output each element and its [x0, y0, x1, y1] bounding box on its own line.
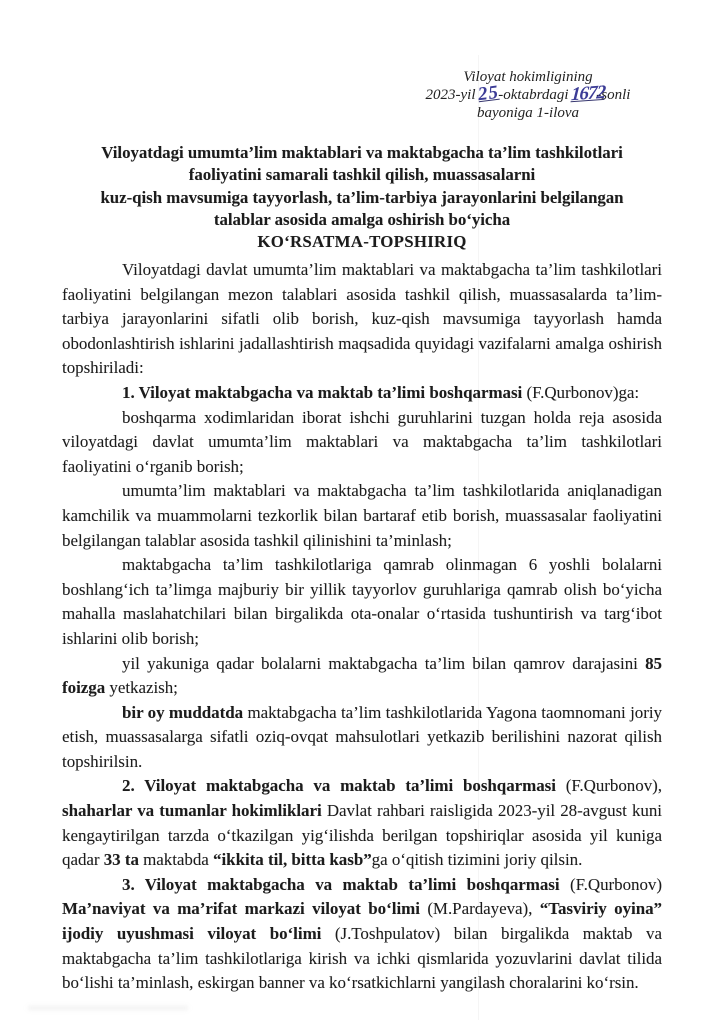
annex-line-2-printed-b: -oktabrdagi	[498, 87, 573, 103]
text-run: (F.Qurbonov)ga:	[526, 382, 640, 402]
text-run: Viloyatdagi davlat umumta’lim maktablari va maktabgacha ta’lim tashkilotlari faoliyatini belgilangan mezon talablari asosida tashkil qilish, muassasalarda ta’lim-tarbiya jarayonlarini sifatli olib borish, kuz-qish mavsumiga tayyorlash hamda obodonlashtirish ishlarini jadallashtirish maqsadida quyidagi vazifalarni amalga oshirish topshiriladi:	[62, 260, 662, 378]
scan-smudge	[28, 1006, 188, 1010]
text-run: (F.Qurbonov),	[565, 776, 662, 796]
paragraph	[62, 873, 662, 996]
annex-line-2-printed-a: 2023-yil	[425, 87, 480, 103]
paragraph	[62, 701, 662, 775]
paragraph	[62, 381, 662, 406]
title-line: talablar asosida amalga oshirish bo‘yicha	[213, 209, 511, 229]
text-run: yil yakuniga qadar bolalarni maktabgacha ta’lim bilan qamrov darajasini	[122, 653, 646, 673]
text-run: (M.Pardayeva),	[427, 899, 540, 919]
title-main-heading: KO‘RSATMA-TOPSHIRIQ	[257, 232, 467, 252]
handwritten-document-number: 1672	[570, 81, 607, 106]
text-run: Davlat rahbari raisligida 2023-yil 28-avgust kuni kengaytirilgan tarzda o‘tkazilgan yig‘ilishda berilgan topshiriqlar asosida yil kuniga qadar	[62, 801, 662, 870]
title-line: Viloyatdagi umumta’lim maktablari va maktabgacha ta’lim tashkilotlari	[101, 143, 623, 162]
bold-run: 33 ta	[103, 850, 144, 870]
document-body	[62, 258, 662, 996]
bold-run: 85 foizga	[62, 653, 662, 698]
paragraph	[62, 553, 662, 651]
bold-run: 1. Viloyat maktabgacha va maktab ta’limi boshqarmasi	[122, 382, 527, 402]
title-line: kuz-qish mavsumiga tayyorlash, ta’lim-tarbiya jarayonlarini belgilangan	[100, 187, 624, 207]
bold-run: shaharlar va tumanlar hokimliklari	[62, 801, 327, 821]
paragraph	[62, 479, 662, 553]
bold-run: 3. Viloyat maktabgacha va maktab ta’limi boshqarmasi	[122, 874, 570, 894]
annex-line-3: bayoniga 1-ilova	[476, 105, 580, 121]
text-run: maktabda	[143, 850, 214, 870]
annex-line-2	[378, 81, 678, 106]
paragraph	[62, 406, 662, 480]
bold-run: “ikkita til, bitta kasb”	[213, 850, 372, 870]
text-run: maktabgacha ta’lim tashkilotlarida Yagona taomnomani joriy etish, muassasalarga sifatli oziq-ovqat mahsulotlari yetkazib berilishini nazorat qilish topshirilsin.	[62, 702, 662, 771]
paragraph	[62, 258, 662, 381]
text-run: maktabgacha ta’lim tashkilotlariga qamrab olinmagan 6 yoshli bolalarni boshlang‘ich ta’limga majburiy bir yillik tayyorlov guruhlariga qamrab olish bo‘yicha mahalla maslahatchilari bilan birgalikda ota-onalar o‘rtasida tushuntirish va targ‘ibot ishlarini olib borish;	[62, 555, 662, 648]
bold-run: Ma’naviyat va ma’rifat markazi viloyat bo‘limi	[62, 899, 428, 919]
handwritten-day: 25	[477, 81, 501, 106]
bold-run: 2. Viloyat maktabgacha va maktab ta’limi boshqarmasi	[122, 776, 566, 796]
text-run: ga o‘qitish tizimini joriy qilsin.	[371, 850, 583, 870]
text-run: umumta’lim maktablari va maktabgacha ta’lim tashkilotlarida aniqlanadigan kamchilik va muammolarni tezkorlik bilan bartaraf etib borish, muassasalar faoliyatini belgilangan talablar asosida tashkil qilinishini ta’minlash;	[62, 481, 662, 550]
annex-line-1: Viloyat hokimligining	[463, 69, 593, 85]
annex-reference-block	[378, 68, 678, 122]
annex-line-2-printed-c: -sonli	[596, 87, 631, 103]
bold-run: “Tasviriy oyina” ijodiy uyushmasi viloyat bo‘limi	[62, 899, 663, 944]
paragraph	[62, 652, 662, 701]
paragraph	[62, 774, 662, 872]
document-title	[62, 142, 662, 253]
text-run: yetkazish;	[105, 678, 178, 698]
text-run: boshqarma xodimlaridan iborat ishchi guruhlarini tuzgan holda reja asosida viloyatdagi davlat umumta’lim maktablari va maktabgacha ta’lim tashkilotlari faoliyatini o‘rganib borish;	[62, 407, 662, 476]
text-run: (F.Qurbonov)	[569, 874, 662, 894]
text-run: (J.Toshpulatov) bilan birgalikda maktab va maktabgacha ta’lim tashkilotlariga kirish va ichki qismlarida yozuvlarini davlat tilida bo‘lishi ta’minlash, eskirgan banner va ko‘rsatkichlarni yangilash choralarini ko‘rsin.	[62, 924, 662, 993]
bold-run: bir oy muddatda	[122, 702, 244, 722]
title-line: faoliyatini samarali tashkil qilish, muassasalarni	[188, 165, 536, 185]
